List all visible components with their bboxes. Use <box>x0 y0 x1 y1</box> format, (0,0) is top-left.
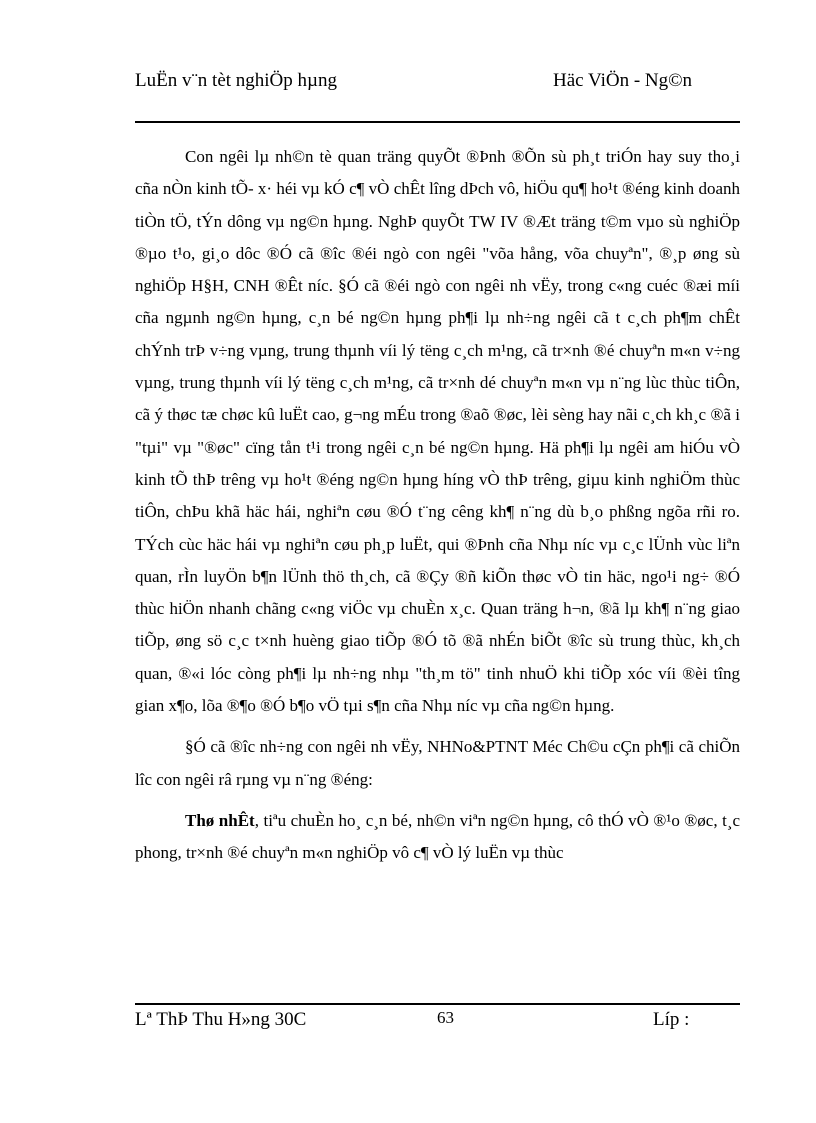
body-paragraph-3 <box>135 805 740 870</box>
header-institution: Häc ViÖn - Ng©n <box>553 70 693 91</box>
header-divider <box>135 121 740 123</box>
body-paragraph-2: §Ó cã ®îc nh÷ng con ngêi nh vËy, NHNo&PTNT Méc Ch©u cÇn ph¶i cã chiÕn lîc con ngêi râ rµng vµ n¨ng ®éng: <box>135 737 740 789</box>
paragraph-3-text: , tiªu chuÈn ho¸ c¸n bé, nh©n viªn ng©n hµng, cô thÓ vÒ ®¹o ®øc, t¸c phong, tr×nh ®é chuyªn m«n nghiÖp vô c¶ vÒ lý luËn vµ thùc <box>135 810 741 863</box>
header-thesis-title: LuËn v¨n tèt nghiÖp hµng <box>135 70 337 91</box>
page-body <box>135 141 740 870</box>
paragraph-3-lead: Thø nhÊt <box>185 810 255 830</box>
footer-class: Líp : <box>653 1009 690 1030</box>
page-number: 63 <box>437 1008 454 1027</box>
body-paragraph-1: Con ngêi lµ nh©n tè quan träng quyÕt ®Þnh ®Õn sù ph¸t triÓn hay suy tho¸i cña nÒn kinh tÕ- x· héi vµ kÓ c¶ vÒ chÊt lîng dÞch vô, hiÖu qu¶ ho¹t ®éng kinh doanh tiÒn tÖ, tÝn dông vµ ng©n hµng. NghÞ quyÕt TW IV ®Æt träng t©m vµo sù nghiÖp ®µo t¹o, gi¸o dôc ®Ó cã ®îc ®éi ngò con ngêi "võa hång, võa chuyªn", ®¸p øng sù nghiÖp H§H, CNH ®Êt níc. §Ó cã ®éi ngò con ngêi nh vËy, trong c«ng cuéc ®æi míi cña ngµnh ng©n hµng, c¸n bé ng©n hµng ph¶i lµ nh÷ng ngêi cã t c¸ch ph¶m chÊt chÝnh trÞ v÷ng vµng, trung thµnh víi lý tëng c¸ch m¹ng, cã tr×nh ®é chuyªn m«n v÷ng vµng, trung thµnh víi lý tëng c¸ch m¹ng, cã tr×nh dé chuyªn m«n vµ n¨ng lùc thùc tiÔn, cã ý thøc tæ chøc kû luËt cao, g¬ng mÉu trong ®aõ ®øc, lèi sèng hay nãi c¸ch kh¸c ®ã i "tµi" vµ "®øc" cïng tån t¹i trong ngêi c¸n bé ng©n hµng. Hä ph¶i lµ ngêi am hiÓu vÒ kinh tÕ thÞ trêng vµ ho¹t ®éng ng©n hµng híng vÒ thÞ trêng, giµu kinh nghiÖm thùc tiÔn, chÞu khã häc hái, nghiªn cøu ®Ó t¨ng cêng kh¶ n¨ng dù b¸o phßng ngõa rñi ro. TÝch cùc häc hái vµ nghiªn cøu ph¸p luËt, qui ®Þnh cña Nhµ níc vµ c¸c lÜnh vùc liªn quan, rÌn luyÖn b¶n lÜnh thö th¸ch, cã ®Çy ®ñ kiÕn thøc vÒ tin häc, ngo¹i ng÷ ®Ó thùc hiÖn nhanh chãng c«ng viÖc vµ chuÈn x¸c. Quan träng h¬n, ®ã lµ kh¶ n¨ng giao tiÕp, øng sö c¸c t×nh huèng giao tiÕp ®Ó tõ ®ã nhÉn biÕt ®îc sù trung thùc, kh¸ch quan, ®«i lóc còng ph¶i lµ nh÷ng nhµ "th¸m tö" tinh nhuÖ khi tiÕp xóc víi ®èi tîng gian x¶o, lõa ®¶o ®Ó b¶o vÖ tµi s¶n cña Nhµ níc vµ cña ng©n hµng. <box>135 147 740 716</box>
footer-author: Lª ThÞ Thu H»ng 30C <box>135 1009 307 1030</box>
